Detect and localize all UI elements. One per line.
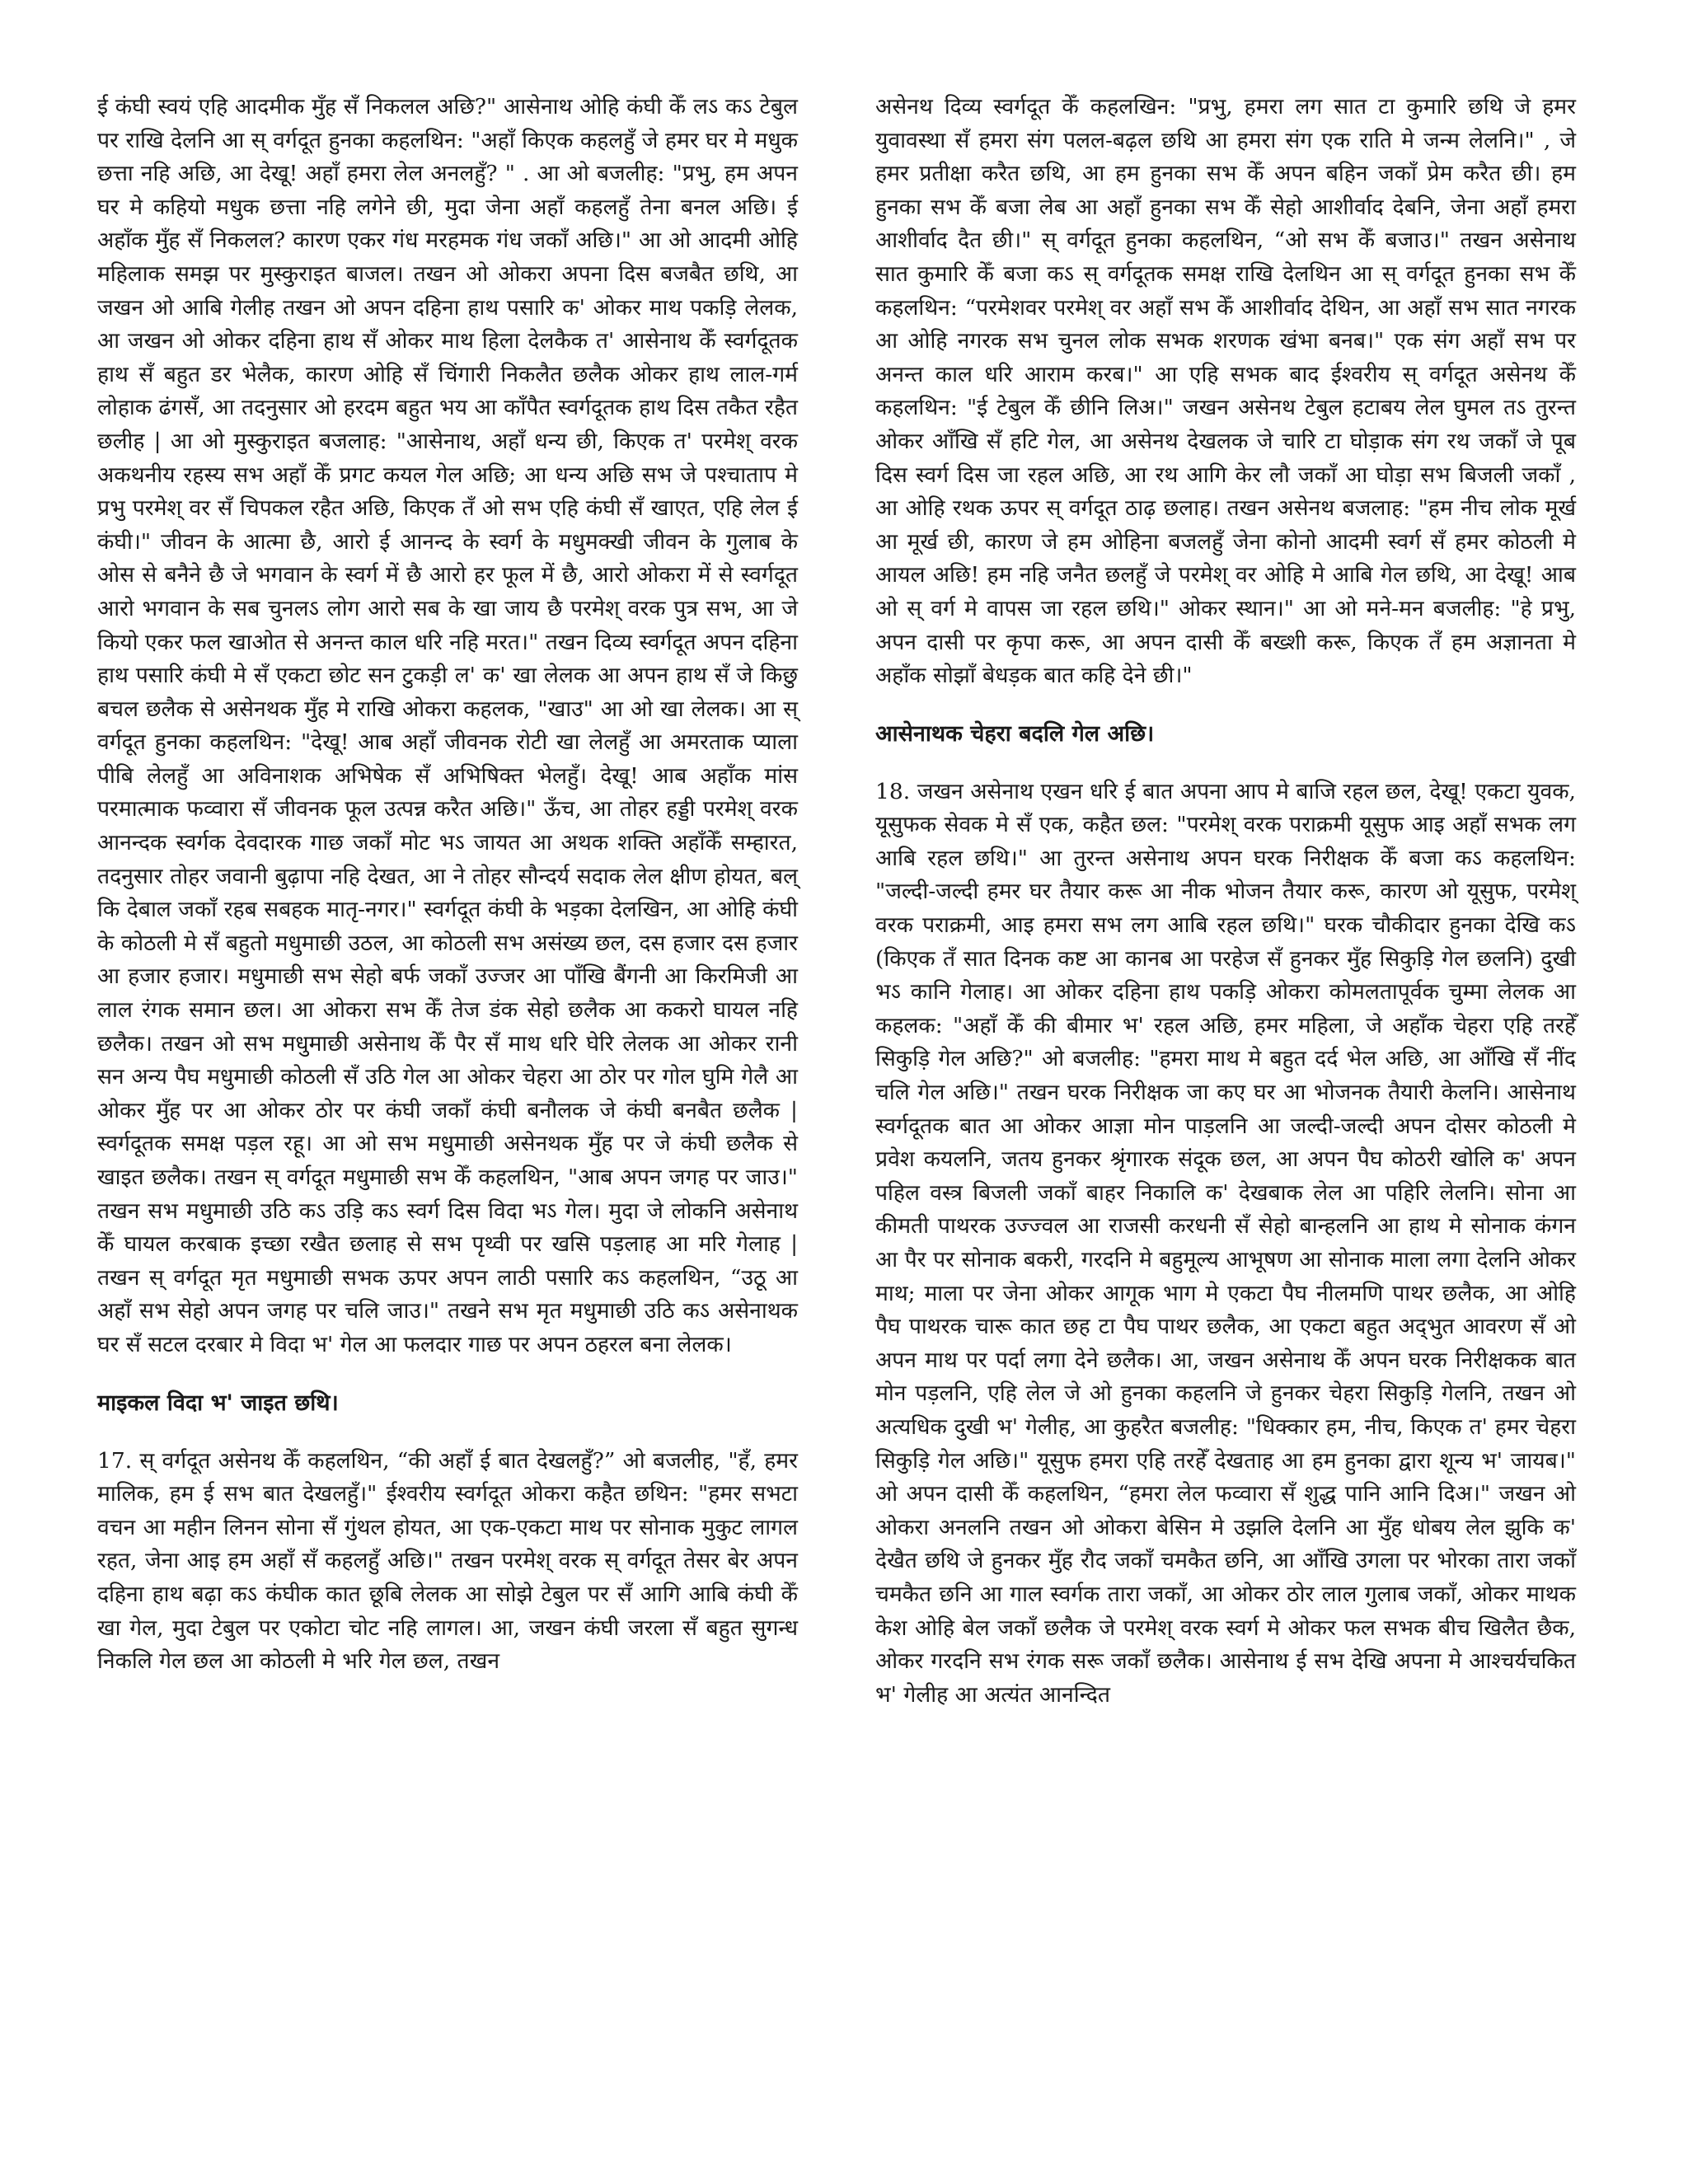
right-column [875, 91, 1576, 1712]
paragraph: 18. जखन असेनाथ एखन धरि ई बात अपना आप मे बाजि रहल छल, देखू! एकटा युवक, यूसुफक सेवक मे सँ एक, कहैत छल: "परमेश्‌ वरक पराक्रमी यूसुफ आइ अहाँ सभक लग आबि रहल छथि।" आ तुरन्त असेनाथ अपन घरक निरीक्षक केँ बजा कऽ कहलथिन: "जल्दी-जल्दी हमर घर तैयार करू आ नीक भोजन तैयार करू, कारण ओ यूसुफ, परमेश्‌ वरक पराक्रमी, आइ हमरा सभ लग आबि रहल छथि।" घरक चौकीदार हुनका देखि कऽ (किएक तँ सात दिनक कष्ट आ कानब आ परहेज सँ हुनकर मुँह सिकुड़ि गेल छलनि) दुखी भऽ कानि गेलाह। आ ओकर दहिना हाथ पकड़ि ओकरा कोमलतापूर्वक चुम्मा लेलक आ कहलक: "अहाँ केँ की बीमार भ' रहल अछि, हमर महिला, जे अहाँक चेहरा एहि तरहेँ सिकुड़ि गेल अछि?" ओ बजलीह: "हमरा माथ मे बहुत दर्द भेल अछि, आ आँखि सँ नींद चलि गेल अछि।" तखन घरक निरीक्षक जा कए घर आ भोजनक तैयारी केलनि। आसेनाथ स्वर्गदूतक बात आ ओकर आज्ञा मोन पाड़लनि आ जल्दी-जल्दी अपन दोसर कोठली मे प्रवेश कयलनि, जतय हुनकर श्रृंगारक संदूक छल, आ अपन पैघ कोठरी खोलि क' अपन पहिल वस्त्र बिजली जकाँ बाहर निकालि क' देखबाक लेल आ पहिरि लेलनि। सोना आ कीमती पाथरक उज्ज्वल आ राजसी करधनी सँ सेहो बान्हलनि आ हाथ मे सोनाक कंगन आ पैर पर सोनाक बकरी, गरदनि मे बहुमूल्य आभूषण आ सोनाक माला लगा देलनि ओकर माथ; माला पर जेना ओकर आगूक भाग मे एकटा पैघ नीलमणि पाथर छलैक, आ ओहि पैघ पाथरक चारू कात छह टा पैघ पाथर छलैक, आ एकटा बहुत अद्‌भुत आवरण सँ ओ अपन माथ पर पर्दा लगा देने छलैक। आ, जखन असेनाथ केँ अपन घरक निरीक्षकक बात मोन पड़लनि, एहि लेल जे ओ हुनका कहलनि जे हुनकर चेहरा सिकुड़ि गेलनि, तखन ओ अत्यधिक दुखी भ' गेलीह, आ कुहरैत बजलीह: "धिक्कार हम, नीच, किएक त' हमर चेहरा सिकुड़ि गेल अछि।" यूसुफ हमरा एहि तरहेँ देखताह आ हम हुनका द्वारा शून्य भ' जायब।" ओ अपन दासी केँ कहलथिन, “हमरा लेल फव्वारा सँ शुद्ध पानि आनि दिअ।" जखन ओ ओकरा अनलनि तखन ओ ओकरा बेसिन मे उझलि देलनि आ मुँह धोबय लेल झुकि क' देखैत छथि जे हुनकर मुँह रौद जकाँ चमकैत छनि, आ आँखि उगला पर भोरका तारा जकाँ चमकैत छनि आ गाल स्वर्गक तारा जकाँ, आ ओकर ठोर लाल गुलाब जकाँ, ओकर माथक केश ओहि बेल जकाँ छलैक जे परमेश्‌ वरक स्वर्ग मे ओकर फल सभक बीच खिलैत छैक, ओकर गरदनि सभ रंगक सरू जकाँ छलैक। आसेनाथ ई सभ देखि अपना मे आश्चर्यचकित भ' गेलीह आ अत्यंत आनन्दित [875, 778, 1576, 1708]
paragraph: 17. स्‌ वर्गदूत असेनथ केँ कहलथिन, “की अहाँ ई बात देखलहुँ?” ओ बजलीह, "हँ, हमर मालिक, हम ई सभ बात देखलहुँ।" ईश्वरीय स्वर्गदूत ओकरा कहैत छथिन: "हमर सभटा वचन आ महीन लिनन सोना सँ गुंथल होयत, आ एक-एकटा माथ पर सोनाक मुकुट लागल रहत, जेना आइ हम अहाँ सँ कहलहुँ अछि।" तखन परमेश्‌ वरक स्‌ वर्गदूत तेसर बेर अपन दहिना हाथ बढ़ा कऽ कंघीक कात छूबि लेलक आ सोझे टेबुल पर सँ आगि आबि कंघी केँ खा गेल, मुदा टेबुल पर एकोटा चोट नहि लागल। आ, जखन कंघी जरला सँ बहुत सुगन्ध निकलि गेल छल आ कोठली मे भरि गेल छल, तखन [97, 1447, 798, 1675]
left-column [97, 91, 798, 1679]
section-heading: आसेनाथक चेहरा बदलि गेल अछि। [875, 720, 1155, 747]
section-heading: माइकल विदा भ' जाइत छथि। [97, 1390, 339, 1416]
paragraph: असेनथ दिव्य स्वर्गदूत केँ कहलखिन: "प्रभु, हमरा लग सात टा कुमारि छथि जे हमर युवावस्था सँ हमरा संग पलल-बढ़ल छथि आ हमरा संग एक राति मे जन्म लेलनि।" , जे हमर प्रतीक्षा करैत छथि, आ हम हुनका सभ केँ अपन बहिन जकाँ प्रेम करैत छी। हम हुनका सभ केँ बजा लेब आ अहाँ हुनका सभ केँ सेहो आशीर्वाद देबनि, जेना अहाँ हमरा आशीर्वाद दैत छी।" स्‌ वर्गदूत हुनका कहलथिन, “ओ सभ केँ बजाउ।" तखन असेनाथ सात कुमारि केँ बजा कऽ स्‌ वर्गदूतक समक्ष राखि देलथिन आ स्‌ वर्गदूत हुनका सभ केँ कहलथिन: “परमेशवर परमेश्‌ वर अहाँ सभ केँ आशीर्वाद देथिन, आ अहाँ सभ सात नगरक आ ओहि नगरक सभ चुनल लोक सभक शरणक खंभा बनब।" एक संग अहाँ सभ पर अनन्त काल धरि आराम करब।" आ एहि सभक बाद ईश्वरीय स्‌ वर्गदूत असेनथ केँ कहलथिन: "ई टेबुल केँ छीनि लिअ।" जखन असेनथ टेबुल हटाबय लेल घुमल तऽ तुरन्त ओकर आँखि सँ हटि गेल, आ असेनथ देखलक जे चारि टा घोड़ाक संग रथ जकाँ जे पूब दिस स्वर्ग दिस जा रहल अछि, आ रथ आगि केर लौ जकाँ आ घोड़ा सभ बिजली जकाँ , आ ओहि रथक ऊपर स्‌ वर्गदूत ठाढ़ छलाह। तखन असेनथ बजलाह: "हम नीच लोक मूर्ख आ मूर्ख छी, कारण जे हम ओहिना बजलहुँ जेना कोनो आदमी स्वर्ग सँ हमर कोठली मे आयल अछि! हम नहि जनैत छलहुँ जे परमेश्‌ वर ओहि मे आबि गेल छथि, आ देखू! आब ओ स्‌ वर्ग मे वापस जा रहल छथि।" ओकर स्थान।" आ ओ मने-मन बजलीह: "हे प्रभु, अपन दासी पर कृपा करू, आ अपन दासी केँ बख्शी करू, किएक तँ हम अज्ञानता मे अहाँक सोझाँ बेधड़क बात कहि देने छी।" [875, 94, 1576, 689]
paragraph: ई कंघी स्वयं एहि आदमीक मुँह सँ निकलल अछि?" आसेनाथ ओहि कंघी केँ लऽ कऽ टेबुल पर राखि देलनि आ स्‌ वर्गदूत हुनका कहलथिन: "अहाँ किएक कहलहुँ जे हमर घर मे मधुक छत्ता नहि अछि, आ देखू! अहाँ हमरा लेल अनलहुँ? " . आ ओ बजलीह: "प्रभु, हम अपन घर मे कहियो मधुक छत्ता नहि लगेने छी, मुदा जेना अहाँ कहलहुँ तेना बनल अछि। ई अहाँक मुँह सँ निकलल? कारण एकर गंध मरहमक गंध जकाँ अछि।" आ ओ आदमी ओहि महिलाक समझ पर मुस्कुराइत बाजल। तखन ओ ओकरा अपना दिस बजबैत छथि, आ जखन ओ आबि गेलीह तखन ओ अपन दहिना हाथ पसारि क' ओकर माथ पकड़ि लेलक, आ जखन ओ ओकर दहिना हाथ सँ ओकर माथ हिला देलकैक त' आसेनाथ केँ स्वर्गदूतक हाथ सँ बहुत डर भेलैक, कारण ओहि सँ चिंगारी निकलैत छलैक ओकर हाथ लाल-गर्म लोहाक ढंगसँ, आ तदनुसार ओ हरदम बहुत भय आ काँपैत स्वर्गदूतक हाथ दिस तकैत रहैत छलीह | आ ओ मुस्कुराइत बजलाह: "आसेनाथ, अहाँ धन्य छी, किएक त' परमेश्‌ वरक अकथनीय रहस्य सभ अहाँ केँ प्रगट कयल गेल अछि; आ धन्य अछि सभ जे पश्चाताप मे प्रभु परमेश्‌ वर सँ चिपकल रहैत अछि, किएक तँ ओ सभ एहि कंघी सँ खाएत, एहि लेल ई कंघी।" जीवन के आत्मा छै, आरो ई आनन्द के स्वर्ग के मधुमक्खी जीवन के गुलाब के ओस से बनैने छै जे भगवान के स्वर्ग में छै आरो हर फूल में छै, आरो ओकरा में से स्वर्गदूत आरो भगवान के सब चुनलऽ लोग आरो सब के खा जाय छै परमेश्‌ वरक पुत्र सभ, आ जे कियो एकर फल खाओत से अनन्त काल धरि नहि मरत।" तखन दिव्य स्वर्गदूत अपन दहिना हाथ पसारि कंघी मे सँ एकटा छोट सन टुकड़ी ल' क' खा लेलक आ अपन हाथ सँ जे किछु बचल छलैक से असेनथक मुँह मे राखि ओकरा कहलक, "खाउ" आ ओ खा लेलक। आ स्‌ वर्गदूत हुनका कहलथिन: "देखू! आब अहाँ जीवनक रोटी खा लेलहुँ आ अमरताक प्याला पीबि लेलहुँ आ अविनाशक अभिषेक सँ अभिषिक्त भेलहुँ। देखू! आब अहाँक मांस परमात्माक फव्वारा सँ जीवनक फूल उत्पन्न करैत अछि।" ऊँच, आ तोहर हड्डी परमेश्‌ वरक आनन्दक स्वर्गक देवदारक गाछ जकाँ मोट भऽ जायत आ अथक शक्ति अहाँकेँ सम्हारत, तदनुसार तोहर जवानी बुढ़ापा नहि देखत, आ ने तोहर सौन्दर्य सदाक लेल क्षीण होयत, बल्‌ कि देबाल जकाँ रहब सबहक मातृ-नगर।" स्वर्गदूत कंघी के भड़का देलखिन, आ ओहि कंघी के कोठली मे सँ बहुतो मधुमाछी उठल, आ कोठली सभ असंख्य छल, दस हजार दस हजार आ हजार हजार। मधुमाछी सभ सेहो बर्फ जकाँ उज्जर आ पाँखि बैंगनी आ किरमिजी आ लाल रंगक समान छल। आ ओकरा सभ केँ तेज डंक सेहो छलैक आ ककरो घायल नहि छलैक। तखन ओ सभ मधुमाछी असेनाथ केँ पैर सँ माथ धरि घेरि लेलक आ ओकर रानी सन अन्य पैघ मधुमाछी कोठली सँ उठि गेल आ ओकर चेहरा आ ठोर पर गोल घुमि गेलै आ ओकर मुँह पर आ ओकर ठोर पर कंघी जकाँ कंघी बनौलक जे कंघी बनबैत छलैक | स्वर्गदूतक समक्ष पड़ल रहू। आ ओ सभ मधुमाछी असेनथक मुँह पर जे कंघी छलैक से खाइत छलैक। तखन स्‌ वर्गदूत मधुमाछी सभ केँ कहलथिन, "आब अपन जगह पर जाउ।" तखन सभ मधुमाछी उठि कऽ उड़ि कऽ स्वर्ग दिस विदा भऽ गेल। मुदा जे लोकनि असेनाथ केँ घायल करबाक इच्छा रखैत छलाह से सभ पृथ्वी पर खसि पड़लाह आ मरि गेलाह | तखन स्‌ वर्गदूत मृत मधुमाछी सभक ऊपर अपन लाठी पसारि कऽ कहलथिन, “उठू आ अहाँ सभ सेहो अपन जगह पर चलि जाउ।" तखने सभ मृत मधुमाछी उठि कऽ असेनाथक घर सँ सटल दरबार मे विदा भ' गेल आ फलदार गाछ पर अपन ठहरल बना लेलक। [97, 94, 798, 1357]
